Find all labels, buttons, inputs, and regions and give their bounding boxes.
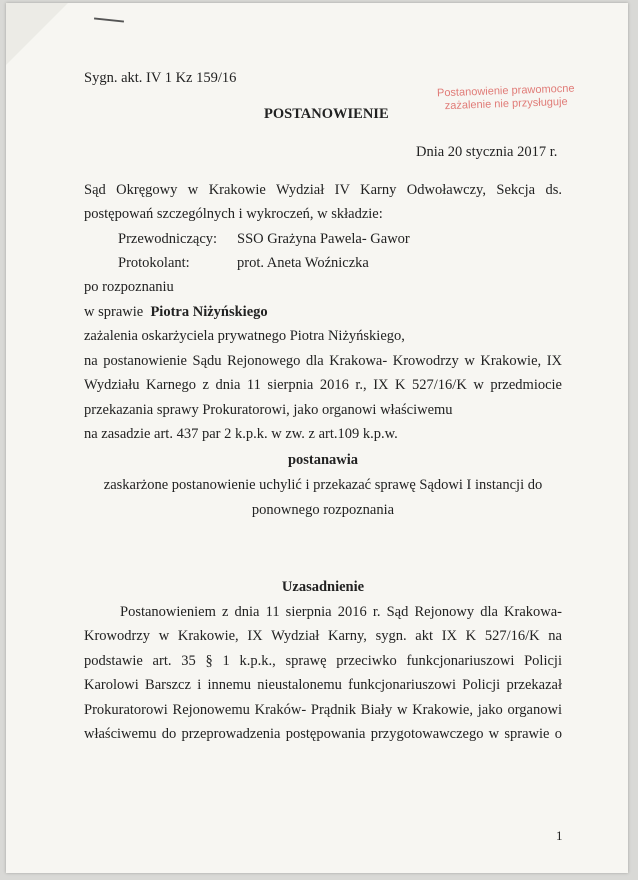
in-case-line — [84, 303, 268, 321]
justification-line-6: właściwemu do przeprowadzenia postępowania przygotowawczego w sprawie o — [84, 726, 562, 742]
justification-line-5: Prokuratorowi Rejonowemu Kraków- Prądnik Biały w Krakowie, jako organowi — [84, 702, 562, 718]
complaint-line: zażalenia oskarżyciela prywatnego Piotra Niżyńskiego, — [84, 328, 405, 344]
stamp-line-1: Postanowienie prawomocne — [436, 82, 575, 100]
ruling-line-b: Wydziału Karnego z dnia 11 sierpnia 2016 r., IX K 527/16/K w przedmiocie — [84, 377, 562, 393]
validity-stamp — [426, 82, 587, 114]
case-number: Sygn. akt. IV 1 Kz 159/16 — [84, 70, 237, 86]
court-line-1: Sąd Okręgowy w Krakowie Wydział IV Karny Odwoławczy, Sekcja ds. — [84, 182, 562, 198]
decision-line-2: ponownego rozpoznania — [251, 502, 395, 518]
ruling-line-a: na postanowienie Sądu Rejonowego dla Krakowa- Krowodrzy w Krakowie, IX — [84, 353, 562, 369]
court-line-2: postępowań szczególnych i wykroczeń, w składzie: — [84, 206, 383, 222]
document-date: Dnia 20 stycznia 2017 r. — [416, 144, 558, 160]
folded-corner — [6, 3, 68, 65]
in-case-name: Piotra Niżyńskiego — [150, 304, 268, 320]
justification-line-4: Karolowi Barszcz i innemu nieustalonemu funkcjonariuszowi Policji przekazał — [84, 677, 562, 693]
ruling-line-d: na zasadzie art. 437 par 2 k.p.k. w zw. z art.109 k.p.w. — [84, 426, 398, 442]
justification-line-3: podstawie art. 35 § 1 k.p.k., sprawę przeciwko funkcjonariuszowi Policji — [84, 653, 562, 669]
page-number: 1 — [556, 828, 563, 843]
stamp-line-2: zażalenie nie przysługuje — [444, 95, 568, 113]
clerk-label: Protokolant: — [118, 255, 190, 271]
document-title: POSTANOWIENIE — [264, 106, 389, 122]
chair-name: SSO Grażyna Pawela- Gawor — [237, 231, 410, 247]
decision-line-1: zaskarżone postanowienie uchylić i przekazać sprawę Sądowi I instancji do — [103, 477, 543, 493]
document-page — [6, 3, 628, 873]
decides-heading: postanawia — [287, 452, 359, 468]
after-review: po rozpoznaniu — [84, 279, 174, 295]
justification-heading: Uzasadnienie — [281, 579, 365, 595]
justification-line-1: Postanowieniem z dnia 11 sierpnia 2016 r. Sąd Rejonowy dla Krakowa- — [120, 604, 562, 620]
chair-label: Przewodniczący: — [118, 231, 218, 247]
pen-mark — [94, 17, 124, 22]
justification-line-2: Krowodrzy w Krakowie, IX Wydział Karny, sygn. akt IX K 527/16/K na — [84, 628, 562, 644]
clerk-name: prot. Aneta Woźniczka — [237, 255, 369, 271]
in-case-prefix: w sprawie — [84, 304, 144, 320]
ruling-line-c: przekazania sprawy Prokuratorowi, jako organowi właściwemu — [84, 402, 453, 418]
